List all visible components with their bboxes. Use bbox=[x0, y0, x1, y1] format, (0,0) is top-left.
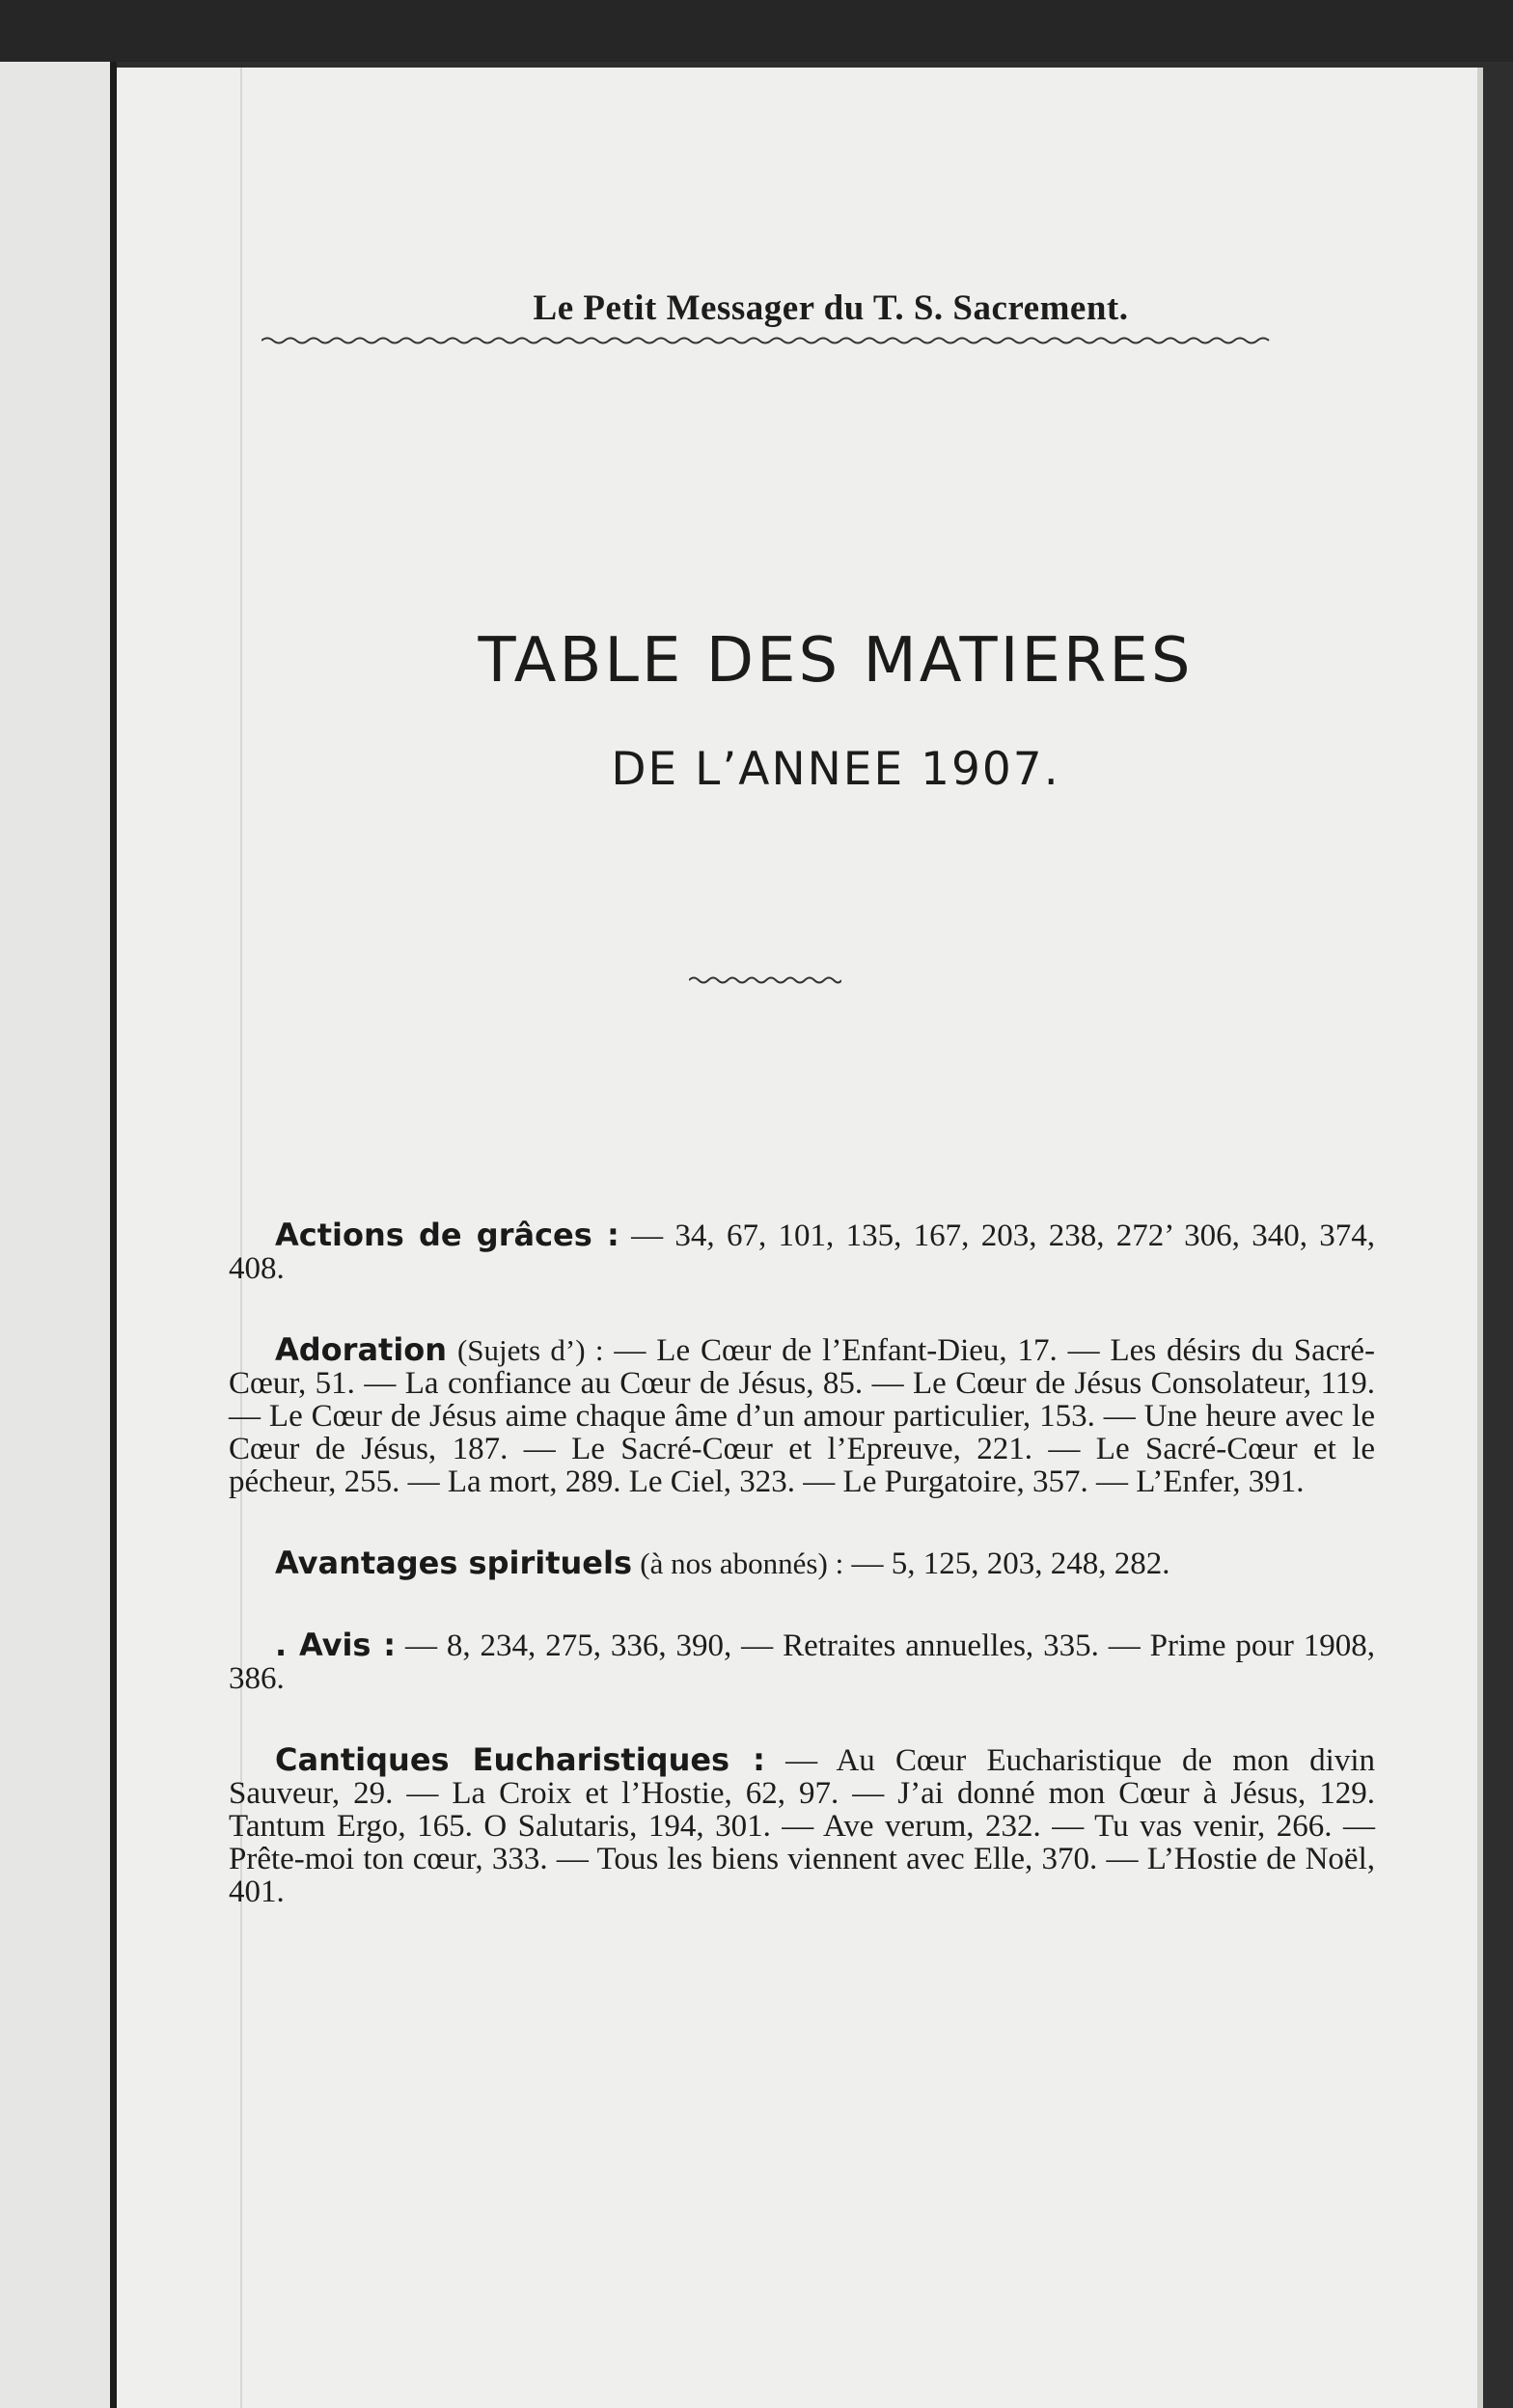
document-page bbox=[117, 68, 1483, 2408]
index-entry-avis bbox=[229, 1628, 1375, 1695]
index-entry-adoration bbox=[229, 1333, 1375, 1498]
running-header: Le Petit Messager du T. S. Sacrement. bbox=[533, 288, 1129, 328]
entry-term: Actions de grâces : bbox=[275, 1217, 619, 1253]
page-right-edge bbox=[1477, 68, 1483, 2408]
index-entry-cantiques-eucharistiques bbox=[229, 1743, 1375, 1908]
entry-qualifier: (à nos abonnés) : bbox=[640, 1546, 844, 1580]
entry-term: . Avis : bbox=[275, 1627, 397, 1663]
facing-page-edge bbox=[0, 62, 114, 2408]
binding-shadow bbox=[110, 62, 117, 2408]
entry-pages: — 34, 67, 101, 135, 167, 203, 238, 272’ 306, 340, 374, 408. bbox=[229, 1218, 1376, 1286]
entry-pages: — 5, 125, 203, 248, 282. bbox=[851, 1546, 1170, 1581]
entry-term: Adoration bbox=[275, 1331, 448, 1368]
entry-term: Avantages spirituels bbox=[275, 1545, 633, 1581]
entry-pages: — 8, 234, 275, 336, 390, — Retraites annuelles, 335. — Prime pour 1908, 386. bbox=[229, 1628, 1376, 1696]
wavy-rule bbox=[261, 334, 1275, 347]
wavy-ornament bbox=[689, 972, 841, 988]
entry-term: Cantiques Eucharistiques : bbox=[275, 1741, 765, 1778]
page-subtitle: DE L’ANNEE 1907. bbox=[611, 743, 1060, 796]
entry-pages: — Au Cœur Eucharistique de mon divin Sauveur, 29. — La Croix et l’Hostie, 62, 97. — J’ai donné mon Cœur à Jésus, 129. Tantum Ergo, 165. O Salutaris, 194, 301. — Ave verum, 232. — Tu vas venir, 266. — Prête-moi ton cœur, 333. — Tous les biens viennent avec Elle, 370. — L’Hostie de Noël, 401. bbox=[229, 1743, 1376, 1909]
scan-top-border bbox=[0, 0, 1513, 62]
entry-pages: — Le Cœur de l’Enfant-Dieu, 17. — Les désirs du Sacré-Cœur, 51. — La confiance au Cœur de Jésus, 85. — Le Cœur de Jésus Consolateur, 119. — Le Cœur de Jésus aime chaque âme d’un amour particulier, 153. — Une heure avec le Cœur de Jésus, 187. — Le Sacré-Cœur et l’Epreuve, 221. — Le Sacré-Cœur et le pécheur, 255. — La mort, 289. Le Ciel, 323. — Le Purgatoire, 357. — L’Enfer, 391. bbox=[229, 1333, 1376, 1499]
index-entries bbox=[229, 1187, 1375, 1956]
index-entry-avantages-spirituels bbox=[229, 1546, 1375, 1580]
index-entry-actions-de-graces bbox=[229, 1218, 1375, 1285]
page-title: TABLE DES MATIERES bbox=[478, 625, 1194, 697]
entry-qualifier: (Sujets d’) : bbox=[456, 1333, 604, 1367]
